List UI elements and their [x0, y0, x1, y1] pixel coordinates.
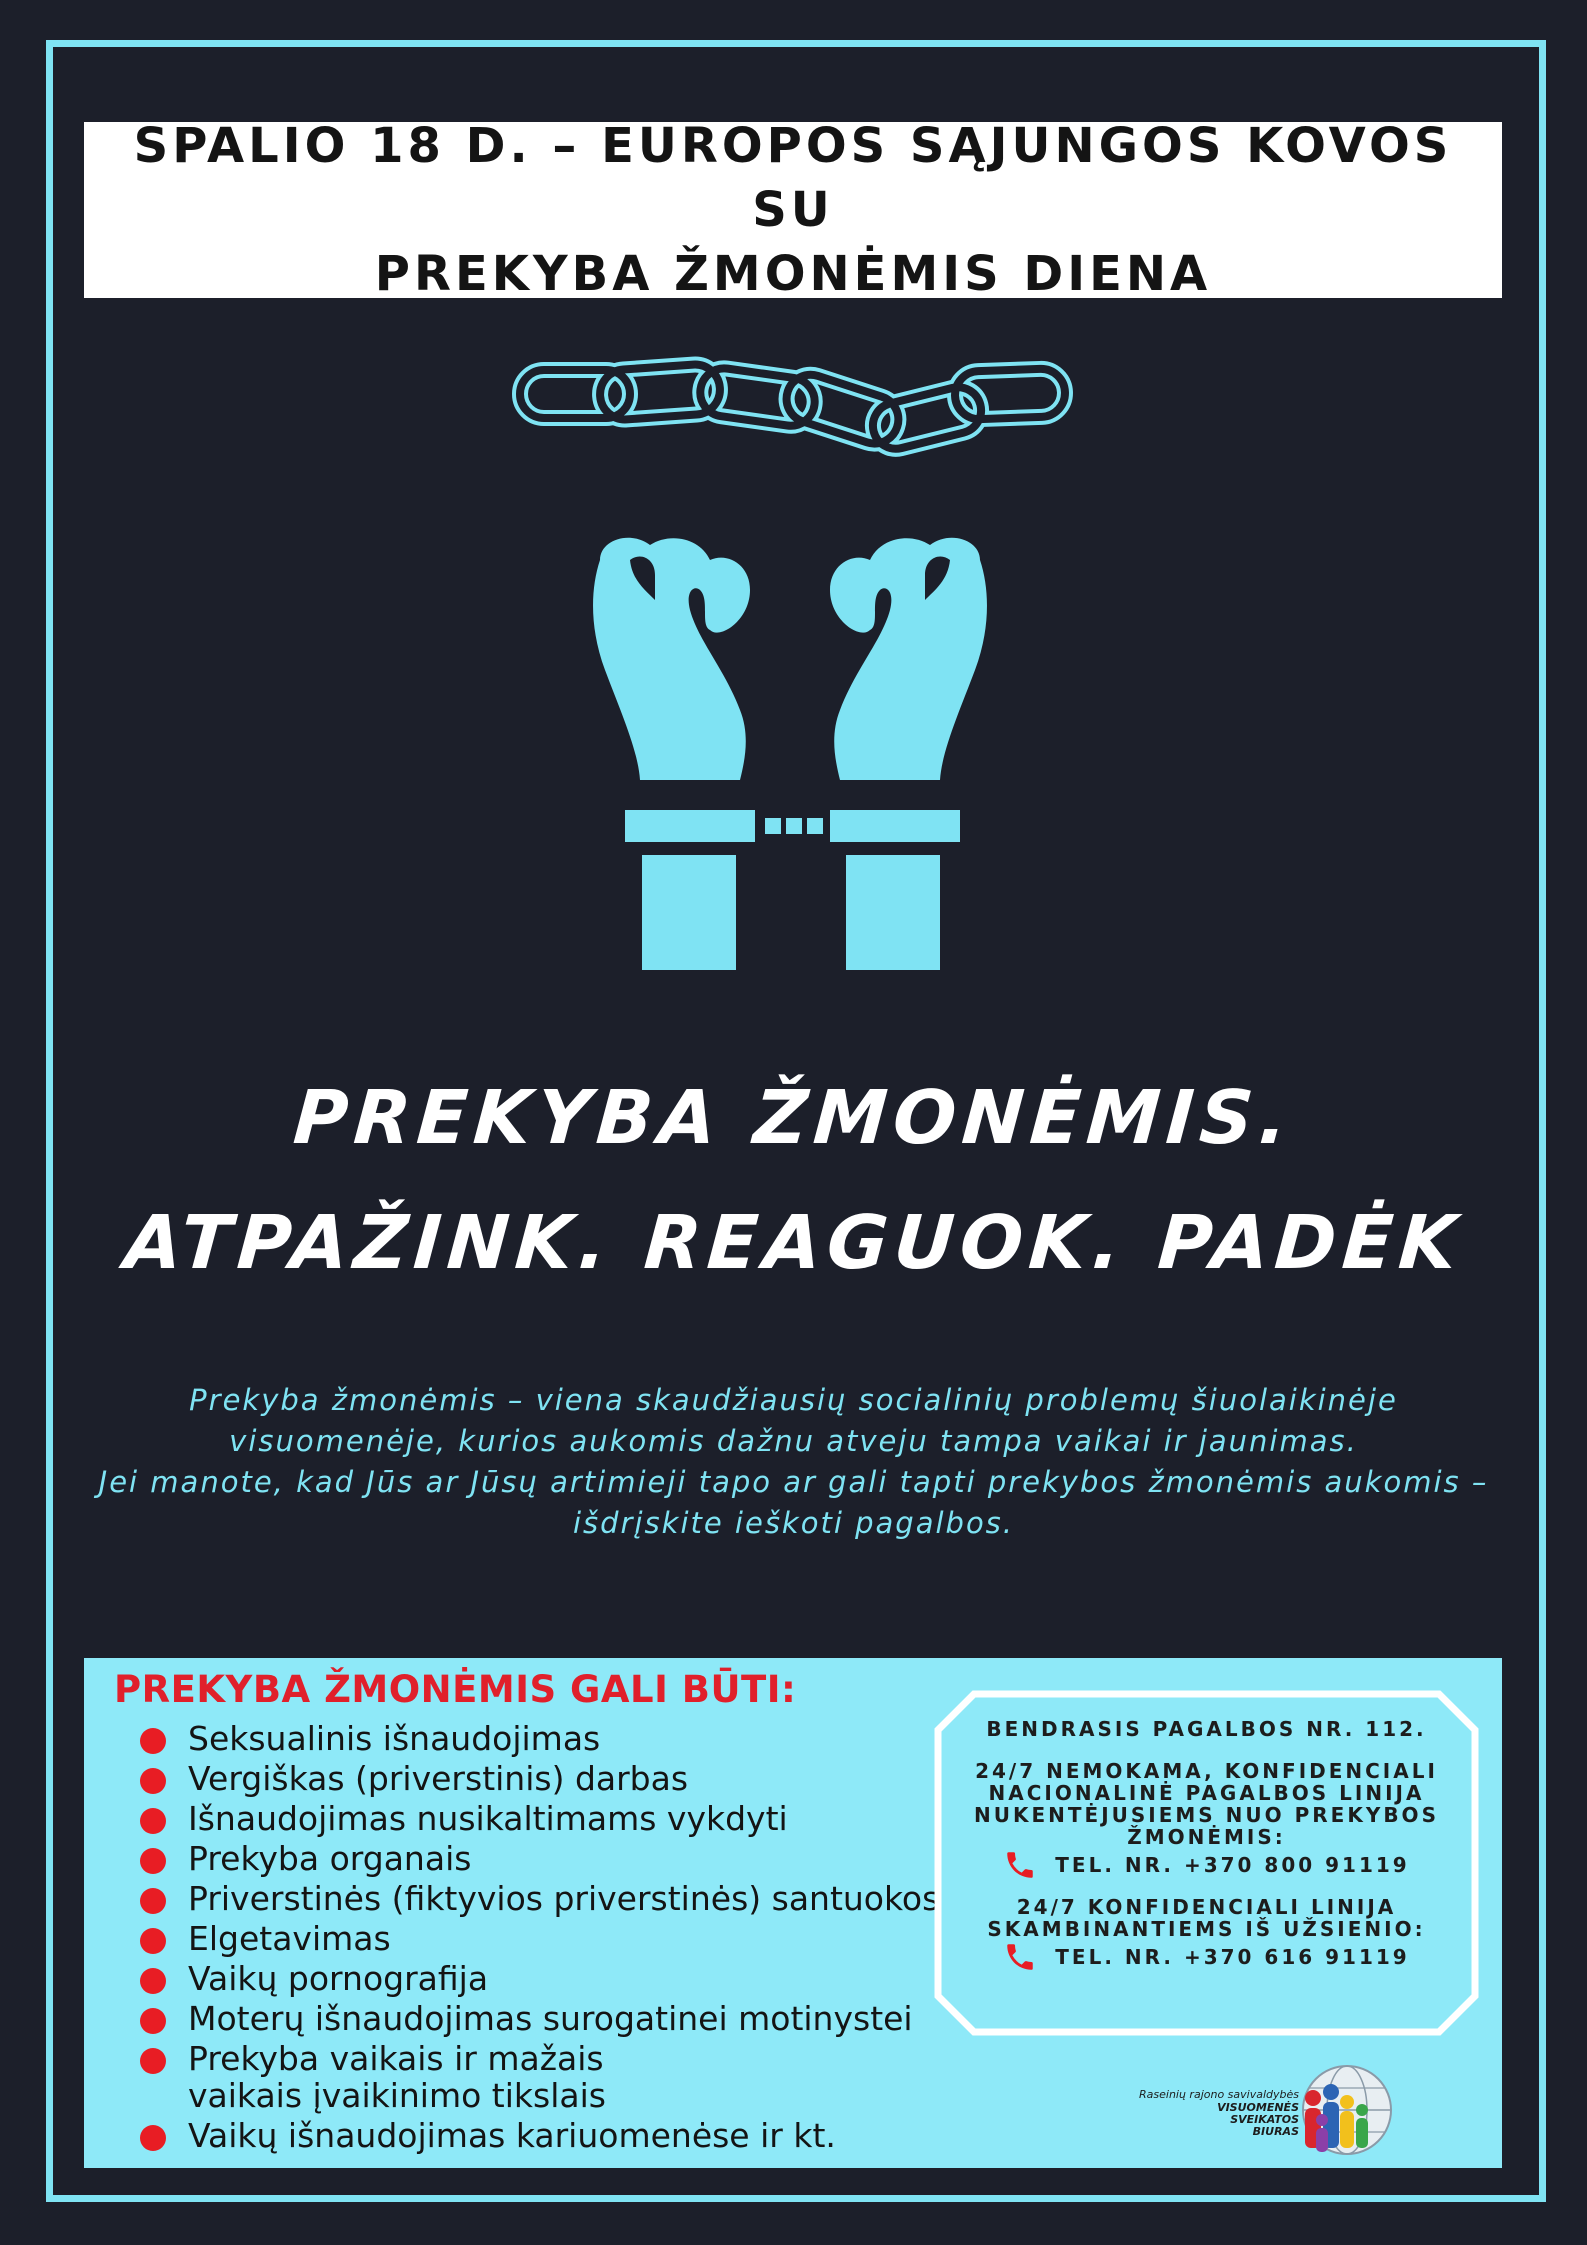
general-help-number: BENDRASIS PAGALBOS NR. 112.: [986, 1717, 1427, 1741]
list-item: Vaikų pornografija: [140, 1960, 1000, 1997]
headline-line1: PREKYBA ŽMONĖMIS.: [290, 1075, 1297, 1161]
phone-icon: [1003, 1940, 1037, 1974]
intro-line3: Jei manote, kad Jūs ar Jūsų artimieji tapo ar gali tapti prekybos žmonėmis aukomis –: [98, 1465, 1489, 1499]
intro-line2: visuomenėje, kurios aukomis dažnu atveju tampa vaikai ir jaunimas.: [229, 1424, 1358, 1458]
logo-line2: VISUOMENĖS: [1217, 2101, 1299, 2114]
bullet-icon: [140, 1808, 166, 1834]
bullet-icon: [140, 1848, 166, 1874]
health-bureau-logo: [1129, 2058, 1399, 2166]
bullet-icon: [140, 1968, 166, 1994]
bullet-icon: [140, 1928, 166, 1954]
bullet-icon: [140, 1888, 166, 1914]
list-item: Prekyba vaikais ir mažais vaikais įvaikinimo tikslais: [140, 2040, 708, 2114]
logo-line4: BIURAS: [1252, 2125, 1299, 2138]
national-line-text-2: NACIONALINĖ PAGALBOS LINIJA: [988, 1781, 1425, 1805]
abroad-line-text-1: 24/7 KONFIDENCIALI LINIJA: [1016, 1895, 1397, 1919]
logo-line3: SVEIKATOS: [1230, 2113, 1299, 2126]
info-panel: [84, 1658, 1502, 2168]
intro-line4: išdrįskite ieškoti pagalbos.: [572, 1506, 1015, 1540]
phone-icon: [1003, 1848, 1037, 1882]
globe-people-icon: [1287, 2058, 1395, 2166]
national-phone-row[interactable]: [934, 1848, 1479, 1882]
help-lines-box: [934, 1690, 1479, 2036]
handcuffed-hands-icon: [560, 530, 1020, 970]
event-title-line1: SPALIO 18 D. – EUROPOS SĄJUNGOS KOVOS SU: [133, 118, 1453, 238]
bullet-icon: [140, 1768, 166, 1794]
logo-text: [1129, 2088, 1299, 2138]
logo-line1: Raseinių rajono savivaldybės: [1139, 2088, 1299, 2101]
intro-text: [90, 1380, 1497, 1544]
national-phone-number: TEL. NR. +370 800 91119: [1055, 1853, 1410, 1877]
bullet-icon: [140, 2008, 166, 2034]
national-line-text-4: ŽMONĖMIS:: [1127, 1825, 1286, 1849]
bullet-icon: [140, 2125, 166, 2151]
headline-line2: ATPAŽINK. REAGUOK. PADĖK: [121, 1200, 1466, 1286]
list-item: Išnaudojimas nusikaltimams vykdyti: [140, 1800, 1000, 1837]
abroad-phone-number: TEL. NR. +370 616 91119: [1055, 1945, 1410, 1969]
event-title-line2: PREKYBA ŽMONĖMIS DIENA: [374, 246, 1212, 302]
broken-chain-icon: [500, 345, 1140, 475]
list-item: Seksualinis išnaudojimas: [140, 1720, 1000, 1757]
abroad-phone-row[interactable]: [934, 1940, 1479, 1974]
list-item: Prekyba organais: [140, 1840, 1000, 1877]
event-title-box: [84, 118, 1502, 302]
list-item: Priverstinės (fiktyvios priverstinės) santuokos: [140, 1880, 1000, 1917]
national-line-text-3: NUKENTĖJUSIEMS NUO PREKYBOS: [974, 1803, 1439, 1827]
list-item: Vaikų išnaudojimas kariuomenėse ir kt.: [140, 2117, 1000, 2154]
forms-title: PREKYBA ŽMONĖMIS GALI BŪTI:: [114, 1668, 797, 1711]
list-item: Elgetavimas: [140, 1920, 1000, 1957]
list-item: Vergiškas (priverstinis) darbas: [140, 1760, 1000, 1797]
bullet-icon: [140, 2048, 166, 2074]
abroad-line-text-2: SKAMBINANTIEMS IŠ UŽSIENIO:: [987, 1917, 1426, 1941]
bullet-icon: [140, 1728, 166, 1754]
list-item: Moterų išnaudojimas surogatinei motinystei: [140, 2000, 1000, 2037]
national-line-text-1: 24/7 NEMOKAMA, KONFIDENCIALI: [975, 1759, 1438, 1783]
intro-line1: Prekyba žmonėmis – viena skaudžiausių socialinių problemų šiuolaikinėje: [189, 1383, 1398, 1417]
forms-list: [140, 1720, 1000, 2157]
